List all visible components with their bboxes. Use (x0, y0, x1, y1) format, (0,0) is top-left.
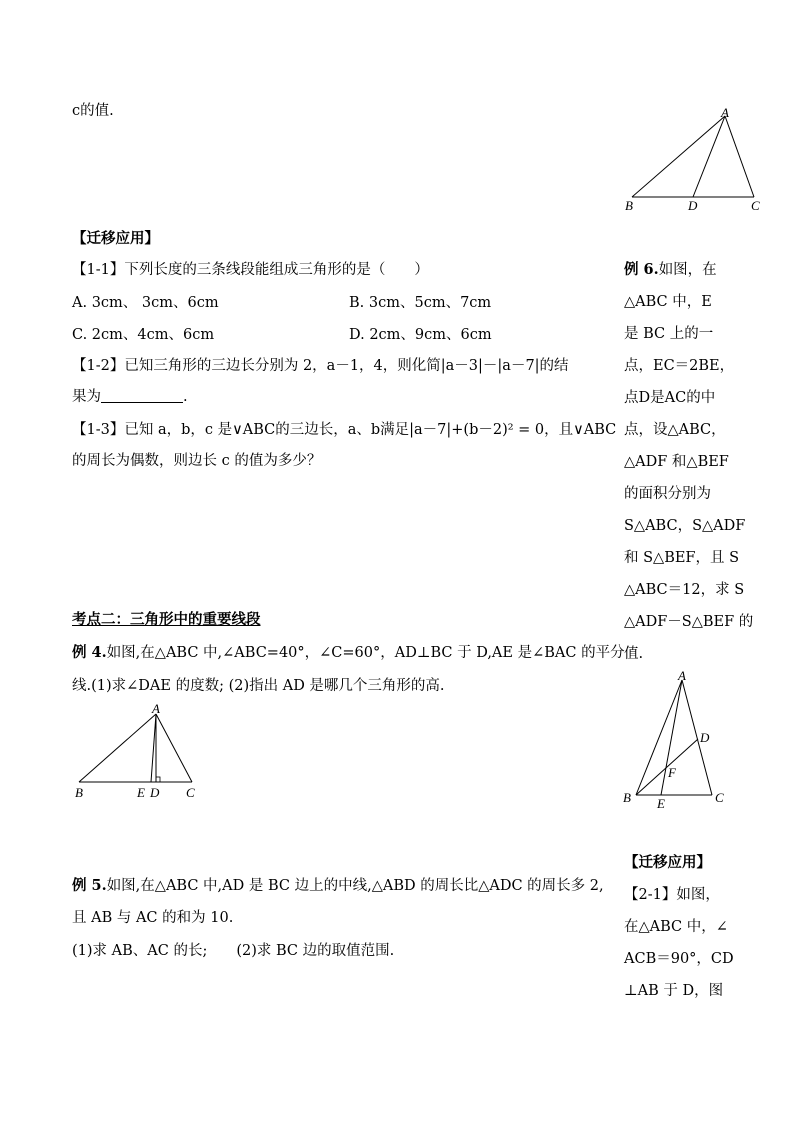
transfer2-line3: ACB＝90°，CD (624, 951, 734, 967)
label-A: A (678, 668, 686, 683)
question-1-3-line2: 的周长为偶数，则边长 c 的值为多少？ (72, 453, 322, 469)
question-1-3-line1: 【1-3】已知 a，b，c 是∨ABC的三边长，a、b满足|a－7|+(b－2)² = 0，且∨ABC (72, 422, 617, 438)
question-1-2-line2: 果为 . (72, 389, 188, 405)
example-4-line1 (72, 643, 625, 663)
example-6-line2: △ABC 中，E (624, 294, 712, 310)
section-heading: 考点二：三角形中的重要线段 (72, 611, 261, 628)
example-4-label: 例 4. (72, 644, 107, 661)
option-c: C. 2cm、4cm、6cm (72, 327, 215, 343)
label-B: B (75, 785, 83, 800)
triangle-figure-ex4 (70, 700, 210, 804)
label-D: D (700, 730, 710, 745)
c-value-text: c的值. (72, 103, 114, 119)
transfer-heading: 【迁移应用】 (72, 230, 159, 247)
example-6-line3: 是 BC 上的一 (624, 326, 714, 342)
label-A: A (721, 105, 729, 120)
option-d: D. 2cm、9cm、6cm (349, 327, 492, 343)
option-a: A. 3cm、 3cm、6cm (72, 295, 219, 311)
example-6-text: 如图，在 (658, 262, 717, 278)
label-C: C (715, 790, 724, 805)
example-6-line6: 点，设△ABC， (624, 422, 726, 438)
label-C: C (751, 198, 760, 213)
example-4-text: 如图,在△ABC 中,∠ABC=40°，∠C=60°，AD⊥BC 于 D,AE 是∠BAC 的平分 (106, 645, 625, 661)
example-6-s-line2: 和 S△BEF，且 S (624, 550, 740, 566)
transfer2-line1: 【2-1】如图， (624, 887, 720, 903)
label-F: F (668, 765, 676, 780)
label-C: C (186, 785, 195, 800)
answer-prefix: 果为 (72, 389, 101, 405)
example-6-line4: 点，EC＝2BE， (624, 358, 735, 374)
triangle-figure-top (618, 104, 778, 216)
example-5-line1 (72, 876, 604, 896)
label-D: D (688, 198, 698, 213)
label-E: E (137, 785, 145, 800)
example-6-s-line4: △ADF－S△BEF 的 (624, 614, 754, 630)
answer-blank (101, 388, 183, 403)
example-5-line2: 且 AB 与 AC 的和为 10. (72, 910, 234, 926)
example-5-line3: (1)求 AB、AC 的长; (2)求 BC 边的取值范围. (72, 943, 395, 959)
example-6-label: 例 6. (624, 261, 659, 278)
label-A: A (152, 701, 160, 716)
example-4-line2: 线.(1)求∠DAE 的度数; (2)指出 AD 是哪几个三角形的高. (72, 678, 445, 694)
example-6-s-line1: S△ABC，S△ADF (624, 518, 746, 534)
example-6-line5: 点D是AC的中 (624, 390, 716, 406)
transfer2-line4: ⊥AB 于 D，图 (624, 983, 724, 999)
example-6-s-line5: 值. (624, 646, 644, 662)
question-1-1: 【1-1】下列长度的三条线段能组成三角形的是（ ） (72, 262, 429, 278)
example-5-label: 例 5. (72, 877, 107, 894)
transfer2-line2: 在△ABC 中，∠ (624, 919, 728, 935)
transfer2-heading: 【迁移应用】 (624, 854, 711, 871)
question-1-2-line1: 【1-2】已知三角形的三边长分别为 2，a－1，4，则化简|a－3|－|a－7|的结 (72, 358, 569, 374)
triangle-figure-ex6 (614, 662, 744, 812)
label-B: B (625, 198, 633, 213)
example-6-s-line3: △ABC＝12，求 S (624, 582, 745, 598)
example-6-line1 (624, 260, 717, 280)
example-6-line7: △ADF 和△BEF (624, 454, 729, 470)
label-E: E (657, 796, 665, 811)
option-b: B. 3cm、5cm、7cm (349, 295, 492, 311)
example-5-text: 如图,在△ABC 中,AD 是 BC 边上的中线,△ABD 的周长比△ADC 的周长多 2, (106, 878, 604, 894)
label-B: B (623, 790, 631, 805)
label-D: D (150, 785, 160, 800)
example-6-line8: 的面积分别为 (624, 486, 711, 502)
